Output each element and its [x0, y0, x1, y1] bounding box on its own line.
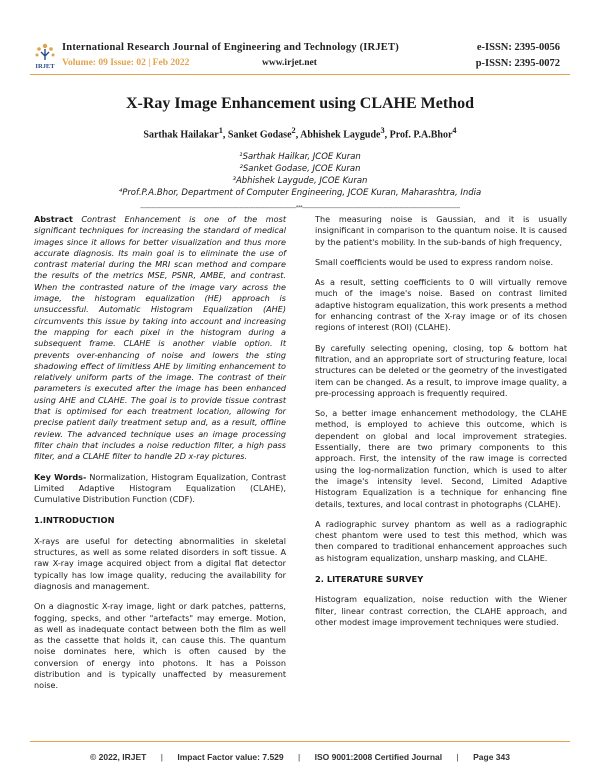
- abstract: [34, 214, 286, 463]
- author-3: Abhishek Laygude: [300, 129, 381, 141]
- right-paragraph-4: By carefully selecting opening, closing, top & bottom hat filtration, and an appropriate sort of structuring feature, local structures can be deleted or the geometry of the investigated item can be changed. As a result, to improve image quality, a pre-processing approach is frequently required.: [315, 342, 567, 398]
- keywords-text: Normalization, Histogram Equalization, Contrast Limited Adaptive Histogram Equalization (CLAHE), Cumulative Distribution Function (CDF).: [34, 471, 286, 505]
- affiliation-3: ³Abhishek Laygude, JCOE Kuran: [232, 176, 368, 186]
- author-4-sup: 4: [452, 126, 457, 135]
- volume-issue: Volume: 09 Issue: 02 | Feb 2022: [62, 58, 190, 68]
- footer-impact-factor: Impact Factor value: 7.529: [177, 752, 284, 762]
- footer-page-number: Page 343: [473, 752, 510, 762]
- journal-name: International Research Journal of Engineering and Technology (IRJET): [62, 42, 399, 53]
- section-separator: -------------------------------------------------------------------------------------***--------------------------------------------------------------------------------------: [140, 205, 460, 212]
- author-2: Sanket Godase: [227, 129, 292, 141]
- p-issn: p-ISSN: 2395-0072: [475, 58, 560, 69]
- affiliation-1: ¹Sarthak Hailkar, JCOE Kuran: [239, 152, 361, 162]
- footer-iso: ISO 9001:2008 Certified Journal: [314, 752, 443, 762]
- right-paragraph-1: The measuring noise is Gaussian, and it is usually insignificant in comparison to the quantum noise. It is caused by the patient's mobility. In the sub-bands of high frequency,: [315, 214, 567, 247]
- keywords-label: Key Words-: [34, 471, 87, 482]
- author-4: Prof. P.A.Bhor: [389, 129, 453, 141]
- section-1-heading: 1.INTRODUCTION: [34, 515, 115, 526]
- author-list: Sarthak Hailakar$^1$, Sanket Godase$^2$, Abhishek Laygude$^3$, Prof. P.A.Bhor$^4$: [143, 126, 457, 141]
- intro-paragraph-1: X-rays are useful for detecting abnormalities in skeletal structures, as well as some related disorders in soft tissue. A raw X-ray image acquired object from a digital flat detector typically has low image quality, reducing the availability for diagnosis and management.: [34, 535, 286, 591]
- journal-website-link[interactable]: www.irjet.net: [262, 58, 317, 68]
- page-footer: © 2022, IRJET | Impact Factor value: 7.529 | ISO 9001:2008 Certified Journal | Page 343: [90, 752, 510, 762]
- abstract-label: Abstract: [34, 214, 73, 224]
- author-1-sup: 1: [218, 126, 223, 135]
- affiliation-4: ⁴Prof.P.A.Bhor, Department of Computer Engineering, JCOE Kuran, Maharashtra, India: [118, 188, 482, 198]
- abstract-text: Contrast Enhancement is one of the most significant techniques for increasing the standard of medical images since it allows for better visualization and thus more accurate diagnosis. Its main goal is to eliminate the use of contrast material during the MRI scan method and compare the results of the metrics MSE, PSNR, AMBE, and contrast. When the contrasted nature of the image vary across the image, the histogram equalization (HE) approach is unsuccessful. Automatic Histogram Equalization (AHE) circumvents this issue by taking into account and increasing the mapping for each pixel in the histogram during a subsequent frame. CLAHE is another viable option. It prevents over-enhancing of noise and lowers the sting shadowing effect of limitless AHE by limiting enhancement to relatively uniform parts of the image. The contrast of their parameters is executed after the image has been enhanced using AHE and CLAHE. The goal is to provide tissue contrast that is optimised for each treatment location, allowing for precise patient daily treatment setup and, as a result, offline review. The advanced technique uses an image processing filter chain that includes a noise reduction filter, a high pass filter, and a CLAHE filter to handle 2D x-ray pictures.: [34, 214, 286, 462]
- right-paragraph-5: So, a better image enhancement methodology, the CLAHE method, is employed to achieve this outcome, which is dependent on global and local improvement strategies. Essentially, there are two primary components to this approach. First, the intensity of the raw image is corrected using the log-normalization function, which is used to alter the image's intensity level. Second, Limited Adaptive Histogram Equalization is a technique for enhancing fine details, textures, and local contrast in photographs (CLAHE).: [315, 408, 567, 509]
- paper-title: X-Ray Image Enhancement using CLAHE Method: [125, 95, 474, 112]
- footer-copyright: © 2022, IRJET: [90, 752, 147, 762]
- header-divider: [30, 74, 570, 75]
- right-paragraph-2: Small coefficients would be used to express random noise.: [315, 256, 554, 267]
- intro-paragraph-2: On a diagnostic X-ray image, light or dark patches, patterns, fogging, specks, and other "artefacts" may emerge. Motion, as well as inadequate contact between both the film as well as the cassette that holds it, can cause this. The quantum noise dominates here, which is often caused by the conversion of energy into photons. It has a Poisson distribution and is typically unaffected by measurement noise.: [34, 601, 286, 691]
- e-issn: e-ISSN: 2395-0056: [476, 42, 560, 53]
- author-1: Sarthak Hailakar: [143, 129, 219, 141]
- keywords: [34, 472, 286, 506]
- author-2-sup: 2: [291, 126, 296, 135]
- literature-paragraph-1: Histogram equalization, noise reduction with the Wiener filter, linear contrast correction, the CLAHE approach, and other modest image improvement techniques were studied.: [315, 594, 567, 627]
- affiliation-2: ²Sanket Godase, JCOE Kuran: [239, 164, 361, 174]
- right-paragraph-3: As a result, setting coefficients to 0 will virtually remove much of the image's noise. Based on contrast limited adaptive histogram equalization, this work presents a method for enhancing contrast of the X-ray image or of its chosen regions of interest (ROI) (CLAHE).: [315, 277, 567, 333]
- left-column: [34, 214, 286, 701]
- right-column: [315, 214, 567, 637]
- author-3-sup: 3: [380, 126, 385, 135]
- logo-label: IRJET: [35, 63, 55, 70]
- section-2-heading: 2. LITERATURE SURVEY: [315, 574, 424, 585]
- irjet-logo-icon: [32, 40, 58, 70]
- right-paragraph-6: A radiographic survey phantom as well as a radiographic chest phantom were used to test this method, which was then compared to traditional enhancement approaches such as histogram equalization, unsharp masking, and CLAHE.: [315, 518, 567, 563]
- footer-divider: [30, 741, 570, 742]
